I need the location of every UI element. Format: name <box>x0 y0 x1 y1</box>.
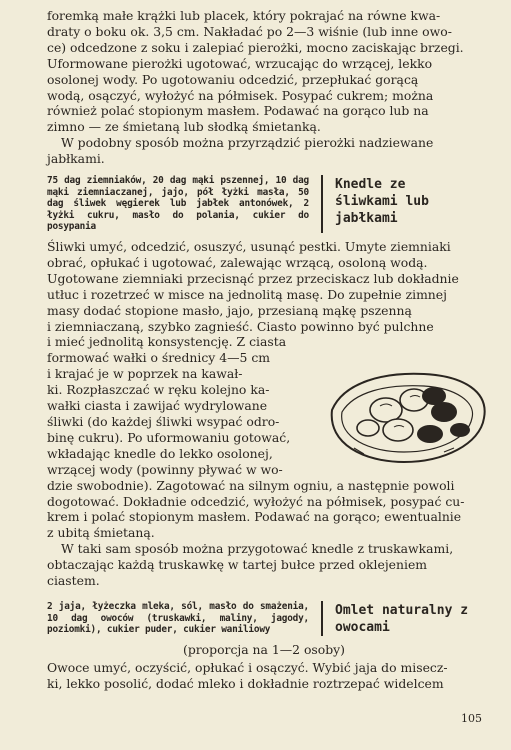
divider <box>321 601 323 636</box>
page-content <box>47 8 481 692</box>
ingredients-list: 2 jaja, łyżeczka mleka, sól, masło do smażenia, 10 dag owoców (truskawki, maliny, jagody, poziomki), cukier puder, cukier waniliowy <box>47 600 309 636</box>
paragraph-cherry-dumplings <box>47 8 481 135</box>
text-line: Owoce umyć, oczyścić, opłukać i osączyć. Wybić jaja do misecz- <box>47 659 448 675</box>
text-line: ki. Rozpłaszczać w ręku kolejno ka- <box>47 382 270 398</box>
text-line: również polać stopionym masłem. Podawać na gorąco lub na <box>47 103 429 119</box>
text-line: foremką małe krążki lub placek, który pokrajać na równe kwa- <box>47 8 441 23</box>
text-line: Ugotowane ziemniaki przecisnąć przez przeciskacz lub dokładnie <box>47 270 459 286</box>
text-line: wkładając knedle do lekko osolonej, <box>47 445 273 461</box>
text-line: W podobny sposób można przyrządzić pierożki nadziewane <box>61 135 434 151</box>
ingredients-list: 75 dag ziemniaków, 20 dag mąki pszennej, 10 dag mąki ziemniaczanej, jajo, pół łyżki masła, 50 dag śliwek węgierek lub jabłek antonówek, 2 łyżki cukru, masło do polania, cukier do posypania <box>47 175 309 233</box>
text-line: W taki sam sposób można przygotować knedle z truskawkami, <box>61 541 454 557</box>
text-line: osolonej wody. Po ugotowaniu odcedzić, przepłukać gorącą <box>47 71 419 87</box>
text-line: ki, lekko posolić, dodać mleko i dokładnie roztrzepać widelcem <box>47 675 444 691</box>
text-line: i krajać je w poprzek na kawał- <box>47 366 243 382</box>
text-line: śliwki (do każdej śliwki wsypać odro- <box>47 414 280 429</box>
text-line: dzie swobodnie). Zagotować na silnym ogniu, a następnie powoli <box>47 477 455 493</box>
text-line: krem i polać stopionym masłem. Podawać na gorąco; ewentualnie <box>47 509 462 525</box>
recipe-header-omlet <box>47 601 481 636</box>
text-line: draty o boku ok. 3,5 cm. Nakładać po 2—3 wiśnie (lub inne owo- <box>47 23 452 39</box>
text-line: wodą, osączyć, wyłożyć na półmisek. Posypać cukrem; można <box>47 87 434 103</box>
divider <box>321 175 323 233</box>
text-line: wałki ciasta i zawijać wydrylowane <box>47 398 268 414</box>
recipe-header-knedle <box>47 175 481 233</box>
portion-note: (proporcja na 1—2 osoby) <box>182 641 346 657</box>
dumplings-plate-illustration <box>324 352 492 474</box>
paragraph-strawberry-variant <box>47 541 481 589</box>
text-line: obrać, opłukać i ugotować, zalewając wrzącą, osoloną wodą. <box>47 254 428 270</box>
paragraph-apple-variant <box>47 135 481 167</box>
text-line: jabłkami. <box>47 151 105 167</box>
text-line: obtaczając każdą truskawkę w tartej bułce przed oklejeniem <box>47 557 428 573</box>
text-line: utłuc i rozetrzeć w misce na jednolitą masę. Do zupełnie zimnej <box>47 286 447 302</box>
text-line: i ziemniaczaną, szybko zagnieść. Ciasto powinno być pulchne <box>47 318 434 334</box>
text-line: ciastem. <box>47 573 100 589</box>
text-line: i mieć jednolitą konsystencję. Z ciasta <box>47 334 287 350</box>
text-line: masy dodać stopione masło, jajo, przesianą mąkę pszenną <box>47 302 412 318</box>
paragraph-omlet-method <box>47 660 481 692</box>
text-line: ce) odcedzone z soku i zalepiać pierożki, mocno zaciskając brzegi. <box>47 39 464 55</box>
recipe-title: Omlet naturalny z owocami <box>335 602 469 635</box>
recipe-title: Knedle ze śliwkami lub jabłkami <box>335 177 429 227</box>
page-number: 105 <box>461 712 482 725</box>
text-line: binę cukru). Po uformowaniu gotować, <box>47 429 291 445</box>
text-line: wrzącej wody (powinny pływać w wo- <box>47 461 283 477</box>
text-line: Śliwki umyć, odcedzić, osuszyć, usunąć pestki. Umyte ziemniaki <box>47 239 451 255</box>
text-line: formować wałki o średnicy 4—5 cm <box>47 350 271 366</box>
text-line: zimno — ze śmietaną lub słodką śmietanką. <box>47 119 321 135</box>
text-line: z ubitą śmietaną. <box>47 525 155 541</box>
text-line: dogotować. Dokładnie odcedzić, wyłożyć na półmisek, posypać cu- <box>47 493 465 509</box>
text-line: Uformowane pierożki ugotować, wrzucając do wrzącej, lekko <box>47 55 433 71</box>
